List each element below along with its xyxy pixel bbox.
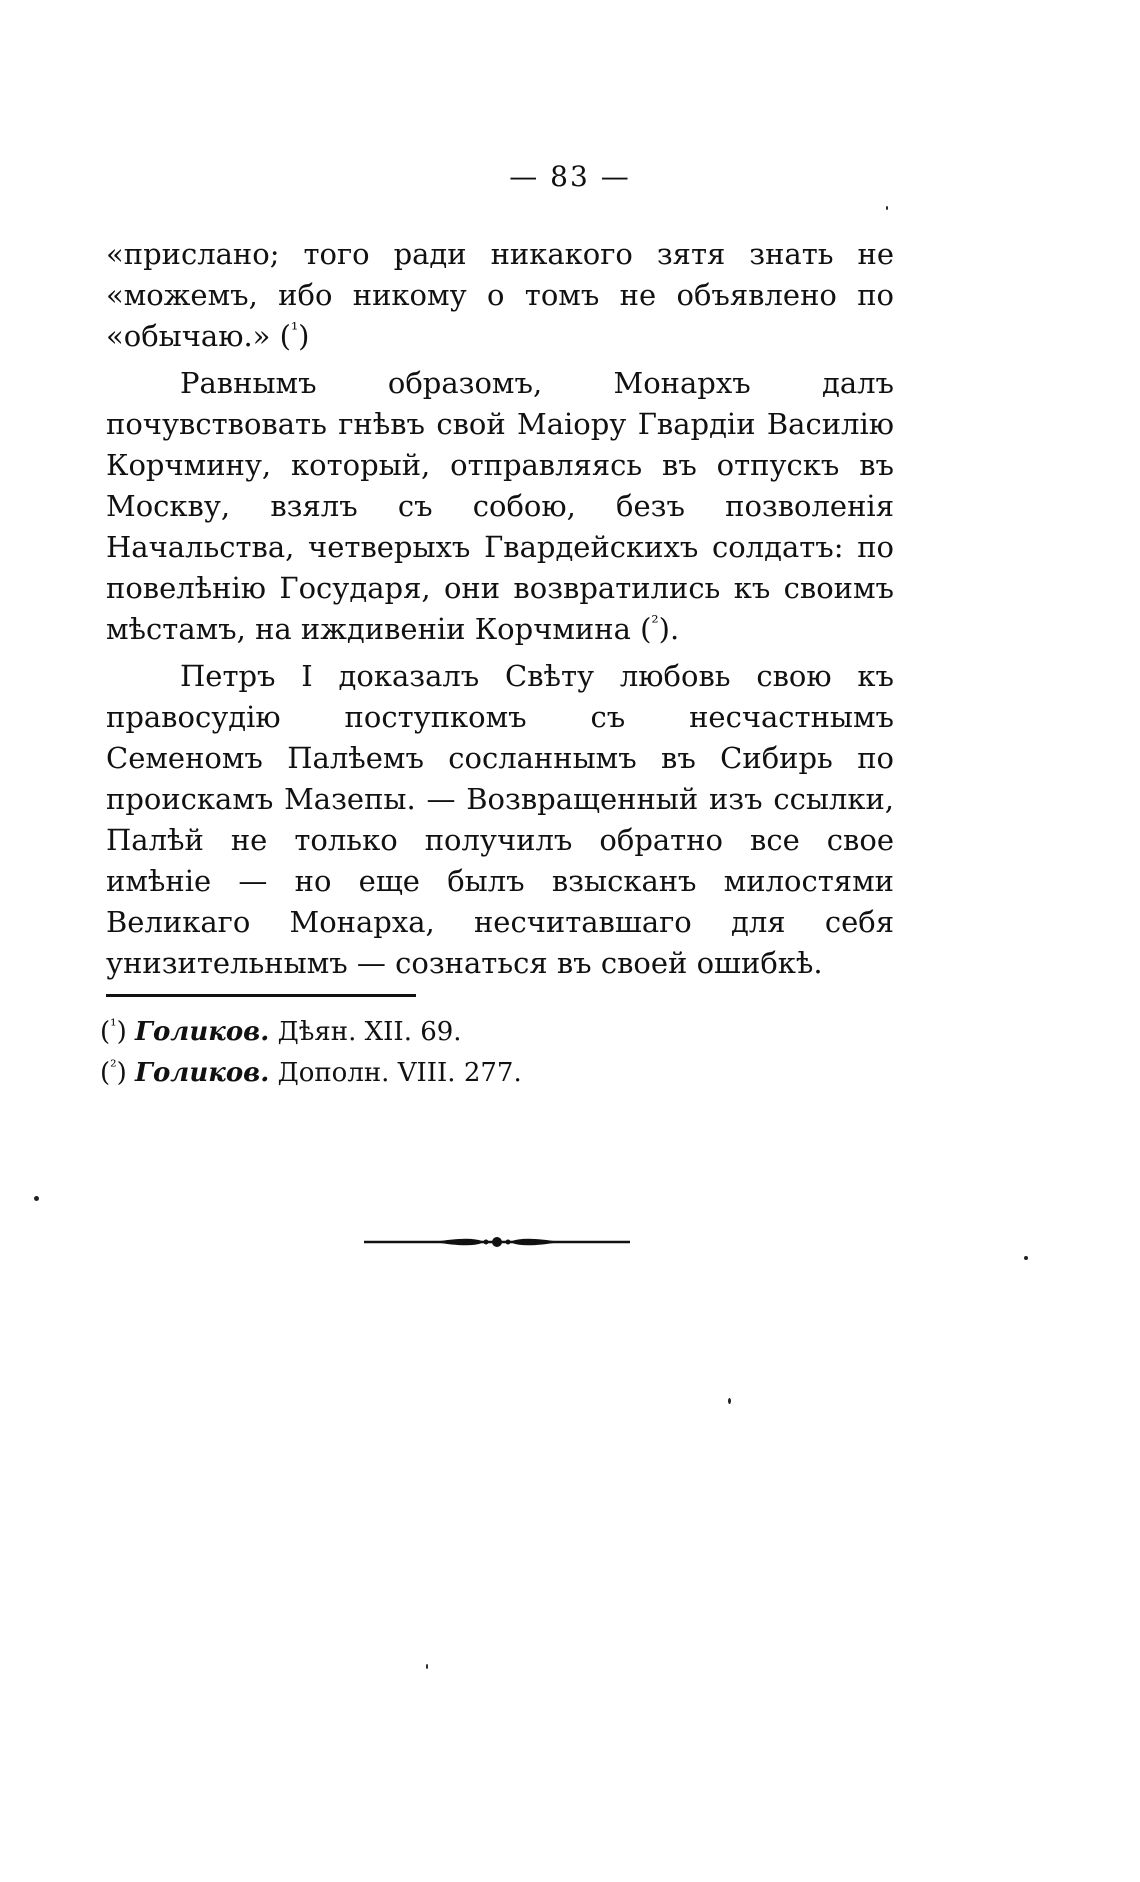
paragraph-1 <box>106 234 894 357</box>
paragraph-3 <box>106 656 894 984</box>
footnote-1-close: ) <box>116 1017 127 1047</box>
paragraph-1-text: «прислано; того ради никакого зятя знать не «можемъ, ибо никому о томъ не объявлено по «обычаю.» ( <box>106 237 894 353</box>
print-speck <box>34 1196 39 1201</box>
page-number: — 83 — <box>509 160 631 193</box>
footnote-ref-2: ² <box>651 612 659 634</box>
footnote-divider <box>106 994 416 997</box>
print-speck <box>728 1398 731 1404</box>
end-ornament <box>364 1232 630 1252</box>
footnote-1 <box>100 1012 522 1053</box>
print-speck <box>1024 1256 1028 1260</box>
paragraph-2-close: ). <box>658 612 680 646</box>
footnotes <box>100 1012 522 1094</box>
paragraph-2-text: Равнымъ образомъ, Монархъ далъ почувствовать гнѣвъ свой Маіору Гвардіи Василію Корчмину, который, отправляясь въ отпускъ въ Москву, взялъ съ собою, безъ позволенія Начальства, четверыхъ Гвардейскихъ солдатъ: по повелѣнію Государя, они возвратились къ своимъ мѣстамъ, на иждивеніи Корчмина ( <box>106 366 894 646</box>
footnote-2 <box>100 1053 522 1094</box>
footnote-2-close: ) <box>116 1058 127 1088</box>
footnote-1-reference: Дѣян. XII. 69. <box>277 1017 462 1047</box>
paragraph-3-text: Петръ I доказалъ Свѣту любовь свою къ правосудію поступкомъ съ несчастнымъ Семеномъ Палѣемъ сосланнымъ въ Сибирь по проискамъ Мазепы. — Возвращенный изъ ссылки, Палѣй не только получилъ обратно все свое имѣніе — но еще былъ взысканъ милостями Великаго Монарха, несчитавшаго для себя унизительнымъ — сознаться въ своей ошибкѣ. <box>106 659 894 980</box>
footnote-2-open: ( <box>100 1058 111 1088</box>
footnote-1-mark: ¹ <box>110 1015 117 1035</box>
print-speck <box>426 1664 428 1669</box>
footnote-1-open: ( <box>100 1017 111 1047</box>
paragraph-2 <box>106 363 894 650</box>
paragraph-1-close: ) <box>298 319 310 353</box>
footnote-ref-1: ¹ <box>290 319 299 341</box>
footnote-2-reference: Дополн. VIII. 277. <box>277 1058 522 1088</box>
footnote-2-author: Голиков. <box>135 1058 270 1088</box>
footnote-1-author: Голиков. <box>135 1017 270 1047</box>
print-speck <box>886 206 888 210</box>
main-text <box>106 234 894 984</box>
footnote-2-mark: ² <box>110 1056 117 1076</box>
